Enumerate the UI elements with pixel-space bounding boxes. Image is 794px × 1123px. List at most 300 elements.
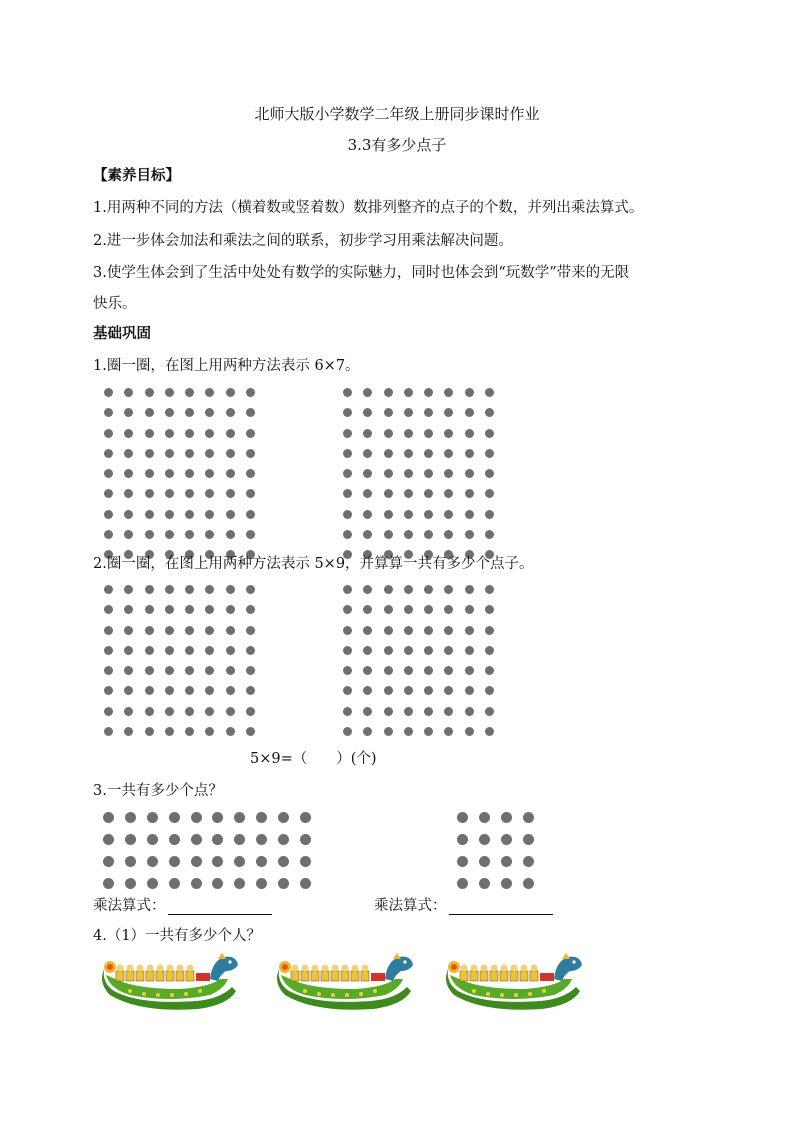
dot: [165, 626, 174, 635]
dot: [104, 408, 113, 417]
dot: [300, 856, 311, 867]
dot: [384, 449, 393, 458]
dot: [457, 834, 468, 845]
q3-answer-left[interactable]: [93, 894, 272, 915]
dot: [147, 812, 158, 823]
dot: [205, 707, 214, 716]
dot: [363, 605, 372, 614]
dot: [465, 646, 474, 655]
dot: [278, 878, 289, 889]
dot: [246, 429, 255, 438]
dot: [226, 530, 235, 539]
dot: [404, 646, 413, 655]
dot: [145, 666, 154, 675]
dot: [444, 666, 453, 675]
dot-grid-q2-left: [104, 585, 255, 736]
dot: [363, 408, 372, 417]
dot: [363, 585, 372, 594]
dot: [226, 646, 235, 655]
dot: [444, 686, 453, 695]
dot: [212, 834, 223, 845]
dragon-boat-graphic: [102, 953, 238, 1010]
dot: [104, 388, 113, 397]
dot: [185, 666, 194, 675]
dot: [424, 646, 433, 655]
dot: [226, 469, 235, 478]
dot: [205, 449, 214, 458]
dot: [165, 449, 174, 458]
dot: [384, 489, 393, 498]
dragon-boat-image-3: [444, 953, 584, 1011]
dot: [185, 388, 194, 397]
dot: [165, 585, 174, 594]
dot: [384, 626, 393, 635]
dot: [104, 727, 113, 736]
dot: [185, 605, 194, 614]
dot: [185, 646, 194, 655]
dot: [104, 605, 113, 614]
dot: [145, 408, 154, 417]
dot: [444, 388, 453, 397]
dot: [465, 605, 474, 614]
dot: [246, 585, 255, 594]
dot: [104, 510, 113, 519]
dot: [145, 585, 154, 594]
dot: [404, 707, 413, 716]
dot: [384, 707, 393, 716]
dot: [465, 707, 474, 716]
dot: [226, 510, 235, 519]
dot: [424, 510, 433, 519]
dot: [205, 429, 214, 438]
dot: [384, 646, 393, 655]
dot: [363, 707, 372, 716]
dot: [185, 585, 194, 594]
dot: [103, 878, 114, 889]
dot: [465, 686, 474, 695]
dot: [125, 812, 136, 823]
dot: [485, 666, 494, 675]
dot: [104, 429, 113, 438]
lesson-title: 3.3有多少点子: [347, 136, 447, 154]
dot: [191, 812, 202, 823]
dot: [185, 469, 194, 478]
dot: [124, 530, 133, 539]
dot: [205, 605, 214, 614]
dot: [212, 856, 223, 867]
page-title: 北师大版小学数学二年级上册同步课时作业: [254, 105, 540, 123]
dot: [212, 812, 223, 823]
dot: [444, 429, 453, 438]
dot: [256, 878, 267, 889]
dot: [424, 388, 433, 397]
dot: [185, 626, 194, 635]
dot: [363, 469, 372, 478]
dot: [205, 646, 214, 655]
dot: [124, 449, 133, 458]
dot: [424, 727, 433, 736]
dot: [485, 646, 494, 655]
dot: [226, 707, 235, 716]
goal-line-4: 快乐。: [93, 296, 137, 312]
dot: [104, 707, 113, 716]
dot: [169, 834, 180, 845]
dot: [104, 686, 113, 695]
goal-line-1: 1.用两种不同的方法（横着数或竖着数）数排列整齐的点子的个数，并列出乘法算式。: [93, 200, 644, 216]
dot: [457, 812, 468, 823]
dot: [444, 449, 453, 458]
dot: [185, 510, 194, 519]
dot: [145, 727, 154, 736]
dot: [465, 408, 474, 417]
dot: [300, 834, 311, 845]
dot: [278, 856, 289, 867]
dot: [485, 626, 494, 635]
dot: [124, 646, 133, 655]
dot: [124, 489, 133, 498]
dot: [145, 510, 154, 519]
goal-line-2: 2.进一步体会加法和乘法之间的联系，初步学习用乘法解决问题。: [93, 233, 513, 249]
dot: [404, 530, 413, 539]
dot: [465, 666, 474, 675]
dot: [424, 707, 433, 716]
dot-grid-q1-right: [343, 388, 494, 559]
dot: [404, 388, 413, 397]
dot: [363, 646, 372, 655]
dot: [104, 449, 113, 458]
dot: [246, 727, 255, 736]
dot: [501, 856, 512, 867]
dot: [124, 626, 133, 635]
question-2-answer[interactable]: 5×9=（ ）(个): [250, 751, 377, 767]
dot: [169, 812, 180, 823]
dot: [165, 388, 174, 397]
dot: [404, 585, 413, 594]
dot: [185, 489, 194, 498]
dot: [424, 469, 433, 478]
dot: [169, 856, 180, 867]
dot: [147, 856, 158, 867]
dot: [104, 530, 113, 539]
dot: [384, 408, 393, 417]
dot: [191, 856, 202, 867]
dot: [246, 666, 255, 675]
dot: [485, 388, 494, 397]
q3-blank-left[interactable]: [168, 900, 272, 915]
dot: [363, 666, 372, 675]
dot: [212, 878, 223, 889]
dot: [485, 449, 494, 458]
dot: [246, 510, 255, 519]
dot: [165, 530, 174, 539]
dot: [465, 585, 474, 594]
dot: [145, 626, 154, 635]
dot: [226, 388, 235, 397]
dot: [457, 878, 468, 889]
dot: [185, 449, 194, 458]
dot: [145, 388, 154, 397]
dot: [465, 530, 474, 539]
dot: [205, 585, 214, 594]
dot: [485, 510, 494, 519]
dot: [444, 605, 453, 614]
dot: [485, 686, 494, 695]
dot: [424, 408, 433, 417]
dot: [124, 585, 133, 594]
dot: [404, 686, 413, 695]
dot: [104, 666, 113, 675]
dot: [523, 834, 534, 845]
dot: [444, 408, 453, 417]
dot: [191, 878, 202, 889]
dot: [424, 585, 433, 594]
dot: [343, 727, 352, 736]
dot: [465, 510, 474, 519]
dot: [300, 878, 311, 889]
dot: [343, 449, 352, 458]
dot: [343, 510, 352, 519]
question-2: 2.圈一圈，在图上用两种方法表示 5×9，并算算一共有多少个点子。: [93, 556, 534, 572]
dot: [343, 429, 352, 438]
dot: [363, 449, 372, 458]
dot: [278, 834, 289, 845]
dot: [424, 605, 433, 614]
dot: [501, 812, 512, 823]
dot: [165, 646, 174, 655]
dot: [124, 429, 133, 438]
dot: [124, 707, 133, 716]
q3-blank-right[interactable]: [449, 900, 553, 915]
dot: [457, 856, 468, 867]
dot: [485, 605, 494, 614]
dot: [226, 626, 235, 635]
dot: [165, 429, 174, 438]
dot: [384, 510, 393, 519]
dot: [165, 707, 174, 716]
dot: [523, 856, 534, 867]
q3-answer-right[interactable]: [374, 894, 553, 915]
dot: [165, 605, 174, 614]
dot: [165, 469, 174, 478]
dot: [444, 646, 453, 655]
dot: [343, 707, 352, 716]
dot: [103, 834, 114, 845]
dot: [226, 408, 235, 417]
dot-grid-q3-left: [103, 812, 311, 889]
dot: [165, 510, 174, 519]
dot: [343, 605, 352, 614]
dot: [444, 510, 453, 519]
dot: [485, 469, 494, 478]
dot: [424, 429, 433, 438]
dot: [256, 812, 267, 823]
dot: [246, 469, 255, 478]
dot: [384, 686, 393, 695]
dragon-boat-graphic: [277, 953, 413, 1010]
dot: [424, 686, 433, 695]
goals-heading: 【素养目标】: [93, 168, 180, 184]
dot: [185, 707, 194, 716]
goal-line-3: 3.使学生体会到了生活中处处有数学的实际魅力，同时也体会到“玩数学”带来的无限: [93, 265, 630, 281]
dot: [226, 429, 235, 438]
dot: [145, 686, 154, 695]
dot: [343, 530, 352, 539]
dot: [444, 489, 453, 498]
dot: [465, 727, 474, 736]
dot: [147, 878, 158, 889]
dot: [124, 510, 133, 519]
dot: [226, 727, 235, 736]
dot: [424, 449, 433, 458]
dot: [343, 585, 352, 594]
dot: [145, 707, 154, 716]
dot: [256, 834, 267, 845]
dot: [256, 856, 267, 867]
dot: [185, 727, 194, 736]
dot: [124, 388, 133, 397]
dot: [404, 489, 413, 498]
dot: [145, 449, 154, 458]
dot: [205, 469, 214, 478]
dot: [485, 530, 494, 539]
dot: [479, 856, 490, 867]
dot: [343, 408, 352, 417]
dot: [485, 707, 494, 716]
dot: [234, 834, 245, 845]
dot: [145, 429, 154, 438]
dot: [165, 666, 174, 675]
dot: [404, 666, 413, 675]
dot: [404, 429, 413, 438]
dot: [343, 626, 352, 635]
dot: [465, 429, 474, 438]
dot: [104, 489, 113, 498]
dot: [246, 530, 255, 539]
dragon-boat-image-2: [275, 953, 415, 1011]
dot: [125, 856, 136, 867]
dot: [124, 727, 133, 736]
dot: [246, 605, 255, 614]
dot: [404, 727, 413, 736]
dot: [444, 469, 453, 478]
dot: [278, 812, 289, 823]
dot: [465, 449, 474, 458]
dot: [444, 707, 453, 716]
dot: [465, 489, 474, 498]
q3-label-right: 乘法算式：: [374, 898, 447, 914]
dot: [384, 429, 393, 438]
dot: [104, 646, 113, 655]
dot: [384, 666, 393, 675]
dot: [444, 727, 453, 736]
dot: [424, 489, 433, 498]
dot: [444, 626, 453, 635]
dot: [124, 666, 133, 675]
dot: [343, 686, 352, 695]
dot: [246, 707, 255, 716]
dragon-boat-graphic: [446, 953, 582, 1010]
basics-heading: 基础巩固: [93, 326, 151, 342]
dot: [226, 489, 235, 498]
q3-label-left: 乘法算式：: [93, 898, 166, 914]
dragon-boat-image-1: [100, 953, 240, 1011]
dot: [246, 408, 255, 417]
dot: [234, 856, 245, 867]
dot: [246, 449, 255, 458]
question-1: 1.圈一圈，在图上用两种方法表示 6×7。: [93, 358, 360, 374]
dot: [444, 530, 453, 539]
dot: [205, 727, 214, 736]
dot: [465, 469, 474, 478]
dot: [363, 686, 372, 695]
dot: [404, 605, 413, 614]
dot: [523, 878, 534, 889]
dot: [145, 489, 154, 498]
dot-grid-q1-left: [104, 388, 255, 559]
dot: [246, 626, 255, 635]
dot: [485, 585, 494, 594]
dot: [226, 585, 235, 594]
dot: [104, 585, 113, 594]
dot: [165, 489, 174, 498]
dot: [404, 408, 413, 417]
dot: [124, 605, 133, 614]
dot: [205, 489, 214, 498]
dot: [205, 666, 214, 675]
dot: [147, 834, 158, 845]
dot: [343, 388, 352, 397]
dot: [145, 469, 154, 478]
dot: [124, 686, 133, 695]
dot: [501, 834, 512, 845]
dot: [465, 626, 474, 635]
dot: [363, 510, 372, 519]
dot: [404, 510, 413, 519]
dot: [205, 510, 214, 519]
dot: [424, 626, 433, 635]
dot: [205, 626, 214, 635]
dot: [169, 878, 180, 889]
dot: [246, 388, 255, 397]
dot: [246, 646, 255, 655]
dot: [205, 686, 214, 695]
dot: [185, 530, 194, 539]
dot: [479, 834, 490, 845]
dot: [300, 812, 311, 823]
dot: [485, 429, 494, 438]
dot: [424, 666, 433, 675]
dot: [226, 605, 235, 614]
dot: [384, 727, 393, 736]
dot: [104, 626, 113, 635]
dot: [363, 489, 372, 498]
dot: [234, 812, 245, 823]
dot: [363, 530, 372, 539]
dot: [485, 408, 494, 417]
dot: [226, 686, 235, 695]
dot: [124, 408, 133, 417]
dot: [343, 489, 352, 498]
dot: [363, 388, 372, 397]
dot: [103, 812, 114, 823]
dot: [404, 626, 413, 635]
dot: [145, 646, 154, 655]
dot: [465, 388, 474, 397]
dot: [165, 727, 174, 736]
dot: [103, 856, 114, 867]
dot: [479, 812, 490, 823]
dot: [205, 530, 214, 539]
